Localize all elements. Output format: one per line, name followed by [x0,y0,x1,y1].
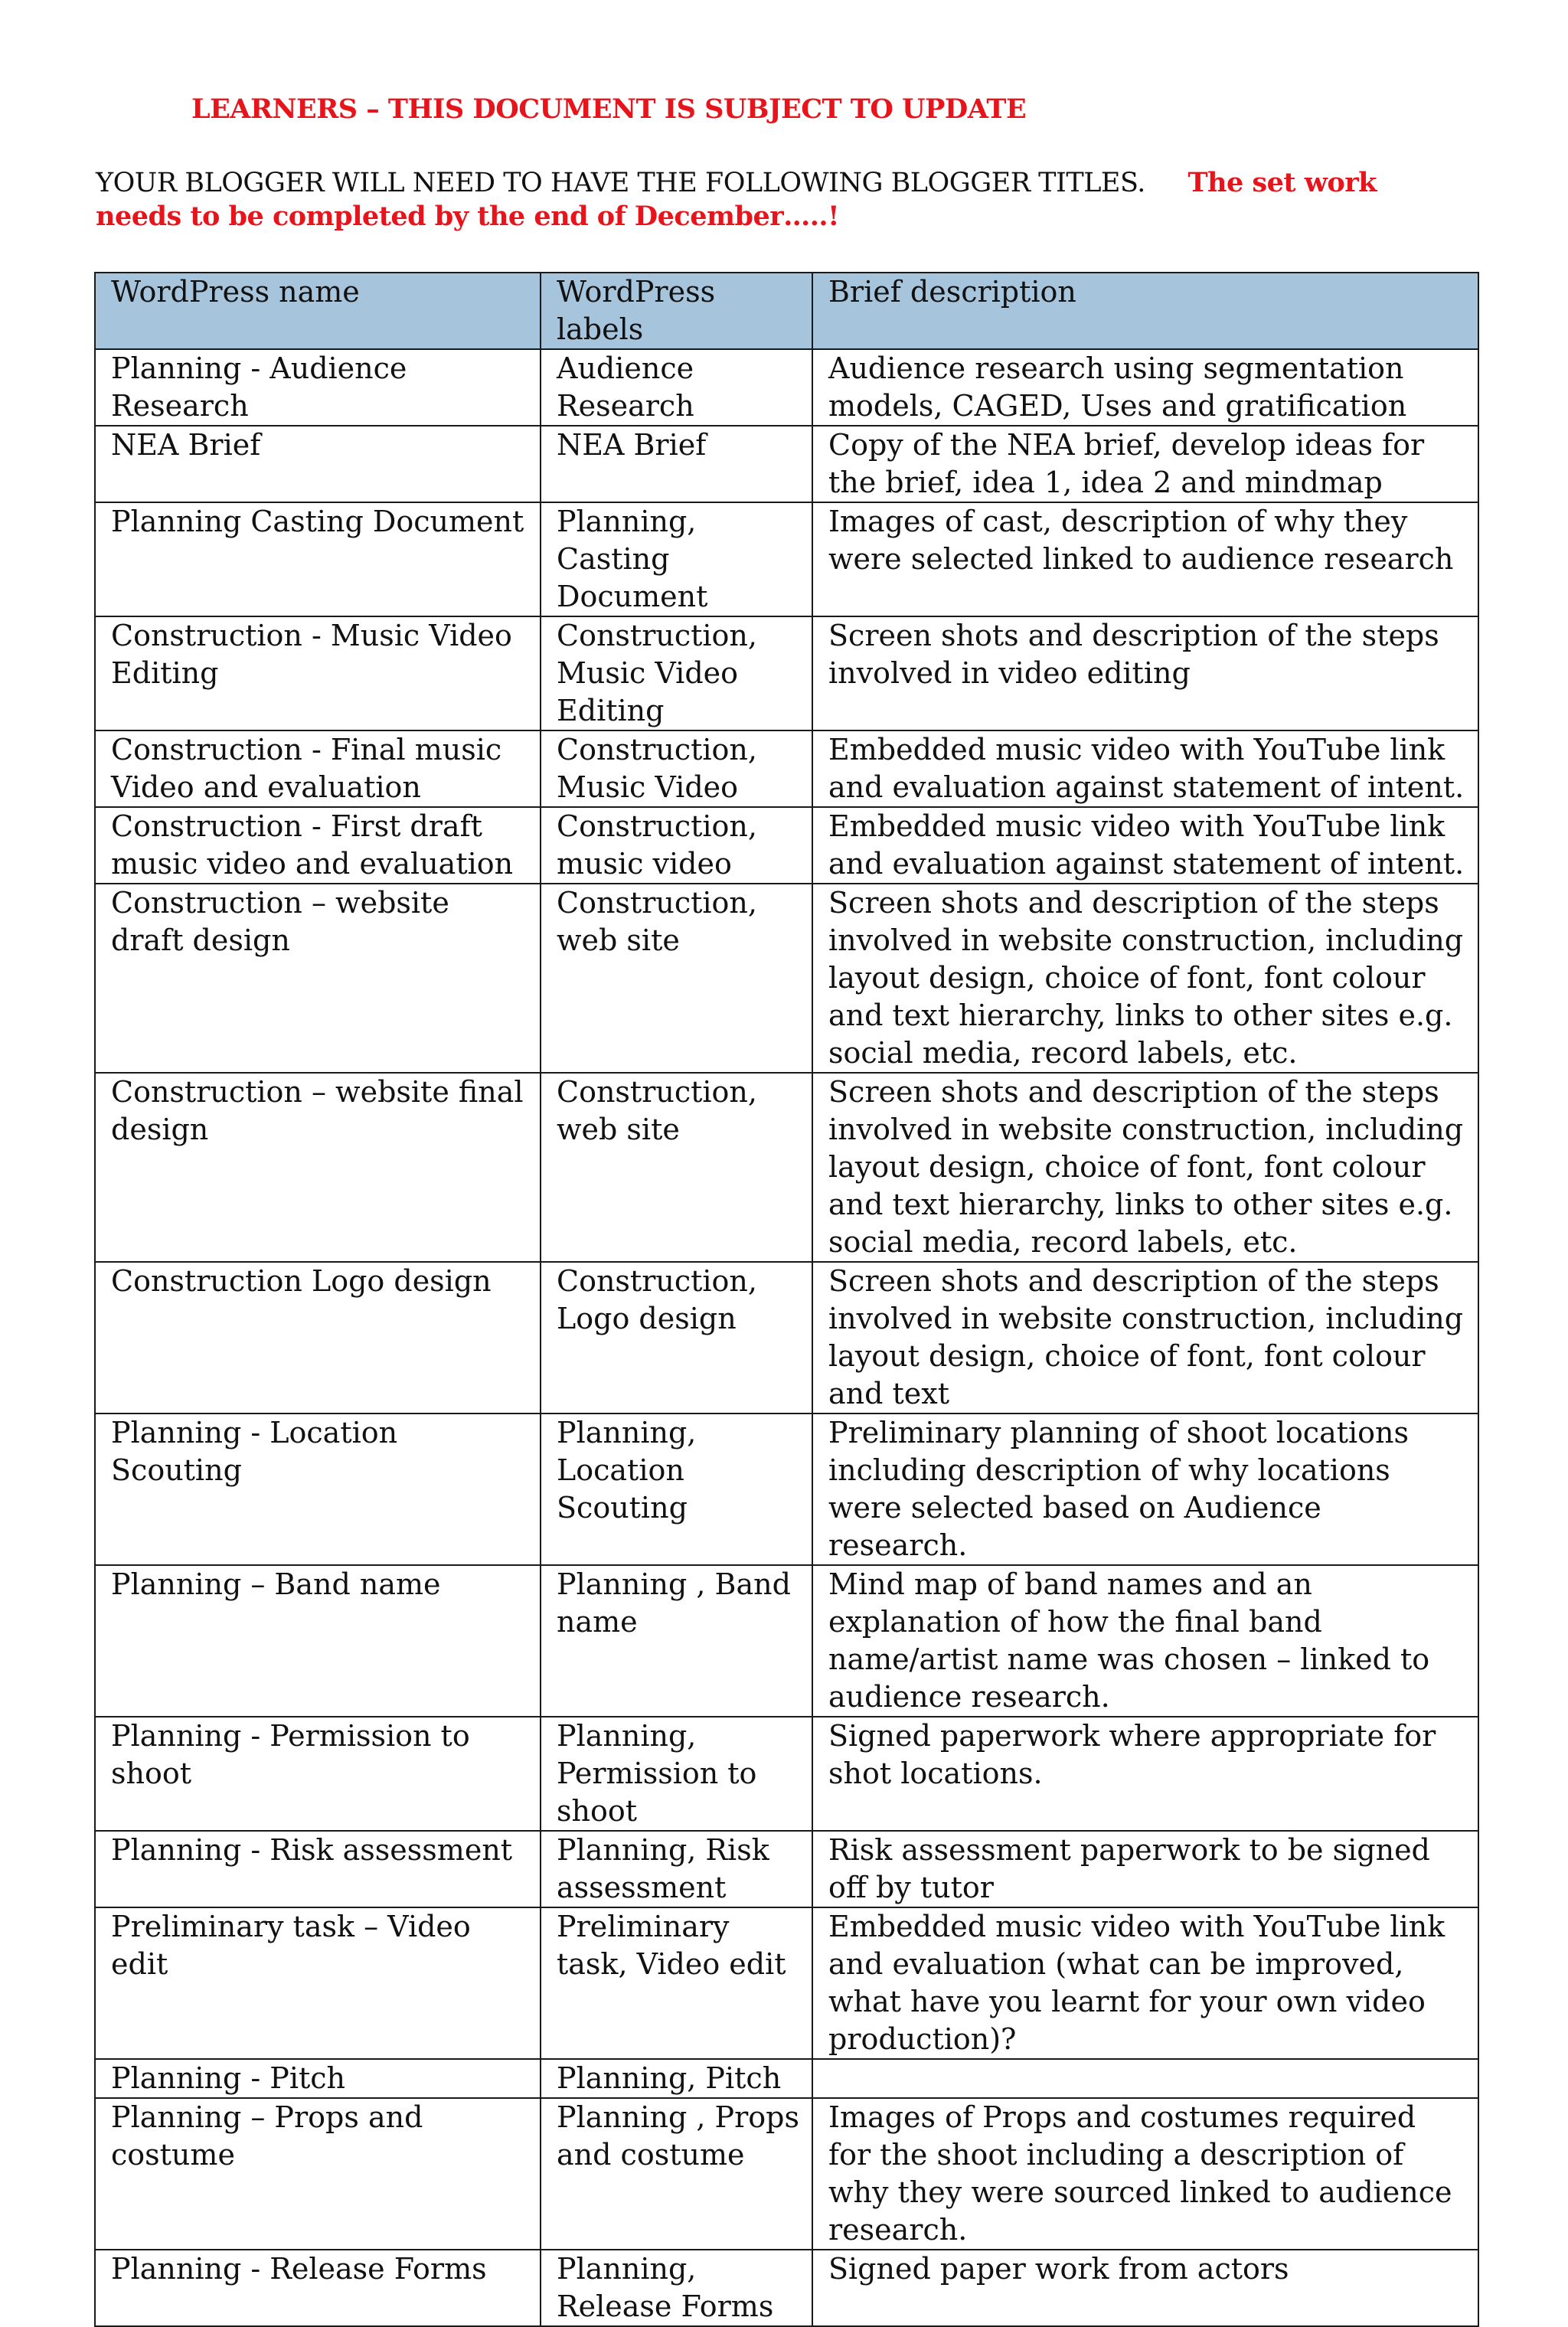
table-row [95,1717,1478,1831]
cell-wordpress-name: Construction - Music Video Editing [95,616,541,730]
cell-brief-description: Preliminary planning of shoot locations including description of why locations were selected based on Audience research. [812,1414,1478,1565]
cell-brief-description: Signed paper work from actors [812,2250,1478,2326]
table-header-row [95,273,1478,349]
column-header-labels: WordPress labels [541,273,812,349]
cell-wordpress-name: Preliminary task – Video edit [95,1907,541,2059]
cell-wordpress-name: Planning - Pitch [95,2059,541,2098]
table-row [95,1414,1478,1565]
cell-brief-description: Images of Props and costumes required for the shoot including a description of why they were sourced linked to audience research. [812,2098,1478,2250]
cell-brief-description: Embedded music video with YouTube link and evaluation (what can be improved, what have you learnt for your own video production)? [812,1907,1478,2059]
cell-wordpress-name: Construction Logo design [95,1262,541,1414]
cell-wordpress-name: Planning Casting Document [95,502,541,616]
table-row [95,1907,1478,2059]
blogger-titles-table [94,272,1479,2327]
table-row [95,426,1478,502]
table-row [95,884,1478,1073]
cell-wordpress-name: Construction - Final music Video and evaluation [95,730,541,807]
cell-wordpress-labels: Audience Research [541,349,812,426]
cell-wordpress-name: Planning – Props and costume [95,2098,541,2250]
cell-wordpress-name: Construction – website draft design [95,884,541,1073]
cell-wordpress-labels: Construction, web site [541,1073,812,1262]
cell-brief-description: Audience research using segmentation models, CAGED, Uses and gratification [812,349,1478,426]
table-row [95,730,1478,807]
table-row [95,502,1478,616]
cell-wordpress-labels: Planning, Casting Document [541,502,812,616]
cell-brief-description: Screen shots and description of the steps involved in video editing [812,616,1478,730]
document-notice: LEARNERS – THIS DOCUMENT IS SUBJECT TO UPDATE [191,93,1027,125]
table-row [95,349,1478,426]
cell-wordpress-labels: Preliminary task, Video edit [541,1907,812,2059]
table-row [95,1565,1478,1717]
cell-brief-description: Screen shots and description of the steps involved in website construction, including layout design, choice of font, font colour and text hierarchy, links to other sites e.g. social media, record labels, etc. [812,1073,1478,1262]
cell-wordpress-labels: Construction, Logo design [541,1262,812,1414]
cell-wordpress-labels: Construction, Music Video [541,730,812,807]
cell-brief-description: Embedded music video with YouTube link and evaluation against statement of intent. [812,807,1478,884]
cell-wordpress-labels: Planning, Risk assessment [541,1831,812,1907]
cell-brief-description: Embedded music video with YouTube link and evaluation against statement of intent. [812,730,1478,807]
cell-brief-description: Screen shots and description of the steps involved in website construction, including layout design, choice of font, font colour and text [812,1262,1478,1414]
intro-instruction: YOUR BLOGGER WILL NEED TO HAVE THE FOLLOWING BLOGGER TITLES. [96,168,1145,198]
cell-wordpress-labels: Construction, Music Video Editing [541,616,812,730]
column-header-description: Brief description [812,273,1478,349]
cell-wordpress-name: Planning – Band name [95,1565,541,1717]
cell-wordpress-labels: Construction, web site [541,884,812,1073]
cell-wordpress-labels: NEA Brief [541,426,812,502]
table-row [95,2059,1478,2098]
cell-brief-description: Copy of the NEA brief, develop ideas for the brief, idea 1, idea 2 and mindmap [812,426,1478,502]
table-row [95,1262,1478,1414]
cell-wordpress-name: Planning - Release Forms [95,2250,541,2326]
cell-wordpress-name: Planning - Permission to shoot [95,1717,541,1831]
cell-wordpress-name: Planning - Audience Research [95,349,541,426]
cell-wordpress-labels: Construction, music video [541,807,812,884]
intro-paragraph [96,166,1459,234]
table-row [95,616,1478,730]
cell-brief-description [812,2059,1478,2098]
cell-brief-description: Mind map of band names and an explanation of how the final band name/artist name was chosen – linked to audience research. [812,1565,1478,1717]
cell-wordpress-labels: Planning, Location Scouting [541,1414,812,1565]
cell-wordpress-name: NEA Brief [95,426,541,502]
column-header-name: WordPress name [95,273,541,349]
cell-wordpress-name: Construction - First draft music video and evaluation [95,807,541,884]
cell-wordpress-labels: Planning, Permission to shoot [541,1717,812,1831]
cell-brief-description: Screen shots and description of the steps involved in website construction, including layout design, choice of font, font colour and text hierarchy, links to other sites e.g. social media, record labels, etc. [812,884,1478,1073]
cell-brief-description: Signed paperwork where appropriate for shot locations. [812,1717,1478,1831]
cell-wordpress-labels: Planning, Pitch [541,2059,812,2098]
table-row [95,2098,1478,2250]
cell-wordpress-name: Construction – website final design [95,1073,541,1262]
cell-wordpress-labels: Planning, Release Forms [541,2250,812,2326]
cell-wordpress-labels: Planning , Props and costume [541,2098,812,2250]
table-row [95,1831,1478,1907]
intro-deadline: The set work needs to be completed by the end of December…..! [96,167,1377,232]
table-row [95,2250,1478,2326]
cell-wordpress-name: Planning - Risk assessment [95,1831,541,1907]
table-row [95,807,1478,884]
cell-wordpress-labels: Planning , Band name [541,1565,812,1717]
table-row [95,1073,1478,1262]
cell-brief-description: Images of cast, description of why they were selected linked to audience research [812,502,1478,616]
cell-wordpress-name: Planning - Location Scouting [95,1414,541,1565]
cell-brief-description: Risk assessment paperwork to be signed off by tutor [812,1831,1478,1907]
